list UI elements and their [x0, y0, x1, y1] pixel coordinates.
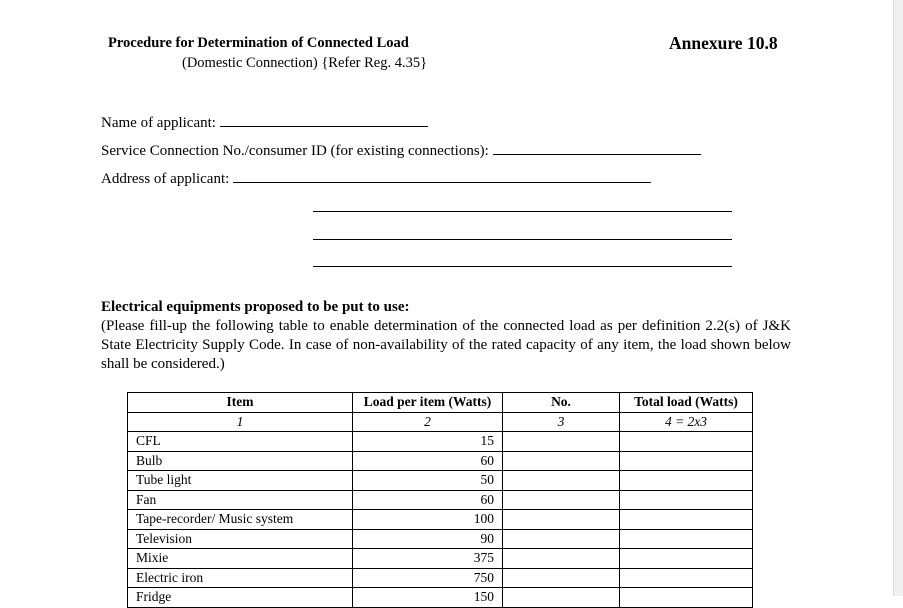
item-total-cell[interactable] — [620, 471, 753, 491]
service-connection-label: Service Connection No./consumer ID (for existing connections): — [101, 143, 489, 159]
header-load-per-item: Load per item (Watts) — [353, 393, 503, 413]
service-connection-blank[interactable] — [493, 141, 701, 155]
address-label: Address of applicant: — [101, 171, 230, 187]
address-line-4[interactable] — [313, 266, 732, 267]
item-name: Mixie — [128, 549, 353, 569]
item-count-cell[interactable] — [503, 451, 620, 471]
name-field — [101, 113, 428, 132]
item-name: Tape-recorder/ Music system — [128, 510, 353, 530]
table-row — [128, 568, 753, 588]
table-header-row — [128, 393, 753, 413]
item-load: 750 — [353, 568, 503, 588]
item-name: Bulb — [128, 451, 353, 471]
section-instruction: (Please fill-up the following table to enable determination of the connected load as per definition 2.2(s) of J&K State Electricity Supply Code. In case of non-availability of the rated capacity of any item, the load shown below shall be considered.) — [101, 318, 791, 372]
address-field — [101, 169, 651, 188]
address-blank[interactable] — [233, 169, 651, 183]
name-blank[interactable] — [220, 113, 428, 127]
item-load: 60 — [353, 490, 503, 510]
item-load: 100 — [353, 510, 503, 530]
address-line-3[interactable] — [313, 239, 732, 240]
item-name: Television — [128, 529, 353, 549]
address-line-2[interactable] — [313, 211, 732, 212]
header-total-load: Total load (Watts) — [620, 393, 753, 413]
table-row — [128, 490, 753, 510]
item-name: CFL — [128, 432, 353, 452]
item-total-cell[interactable] — [620, 549, 753, 569]
item-total-cell[interactable] — [620, 510, 753, 530]
name-label: Name of applicant: — [101, 115, 216, 131]
item-count-cell[interactable] — [503, 588, 620, 608]
item-count-cell[interactable] — [503, 471, 620, 491]
vertical-scrollbar[interactable] — [893, 0, 903, 596]
index-4: 4 = 2x3 — [620, 412, 753, 432]
table-index-row — [128, 412, 753, 432]
table-row — [128, 451, 753, 471]
item-total-cell[interactable] — [620, 529, 753, 549]
item-count-cell[interactable] — [503, 549, 620, 569]
item-count-cell[interactable] — [503, 490, 620, 510]
document-title: Procedure for Determination of Connected Load — [108, 35, 409, 51]
item-count-cell[interactable] — [503, 432, 620, 452]
table-row — [128, 549, 753, 569]
index-2: 2 — [353, 412, 503, 432]
item-load: 60 — [353, 451, 503, 471]
item-total-cell[interactable] — [620, 568, 753, 588]
item-load: 15 — [353, 432, 503, 452]
index-1: 1 — [128, 412, 353, 432]
section-title: Electrical equipments proposed to be put to use: — [101, 299, 410, 315]
item-total-cell[interactable] — [620, 490, 753, 510]
item-total-cell[interactable] — [620, 451, 753, 471]
item-count-cell[interactable] — [503, 568, 620, 588]
item-total-cell[interactable] — [620, 432, 753, 452]
header-number: No. — [503, 393, 620, 413]
item-name: Fridge — [128, 588, 353, 608]
item-load: 150 — [353, 588, 503, 608]
item-load: 375 — [353, 549, 503, 569]
item-name: Tube light — [128, 471, 353, 491]
item-total-cell[interactable] — [620, 588, 753, 608]
item-name: Fan — [128, 490, 353, 510]
connected-load-table — [127, 392, 753, 608]
index-3: 3 — [503, 412, 620, 432]
table-row — [128, 471, 753, 491]
header-item: Item — [128, 393, 353, 413]
item-count-cell[interactable] — [503, 510, 620, 530]
table-row — [128, 432, 753, 452]
table-row — [128, 510, 753, 530]
table-row — [128, 529, 753, 549]
item-load: 90 — [353, 529, 503, 549]
service-connection-field — [101, 141, 701, 160]
item-count-cell[interactable] — [503, 529, 620, 549]
item-name: Electric iron — [128, 568, 353, 588]
annexure-number: Annexure 10.8 — [669, 33, 778, 53]
document-subtitle: (Domestic Connection) {Refer Reg. 4.35} — [182, 55, 428, 71]
item-load: 50 — [353, 471, 503, 491]
table-row — [128, 588, 753, 608]
